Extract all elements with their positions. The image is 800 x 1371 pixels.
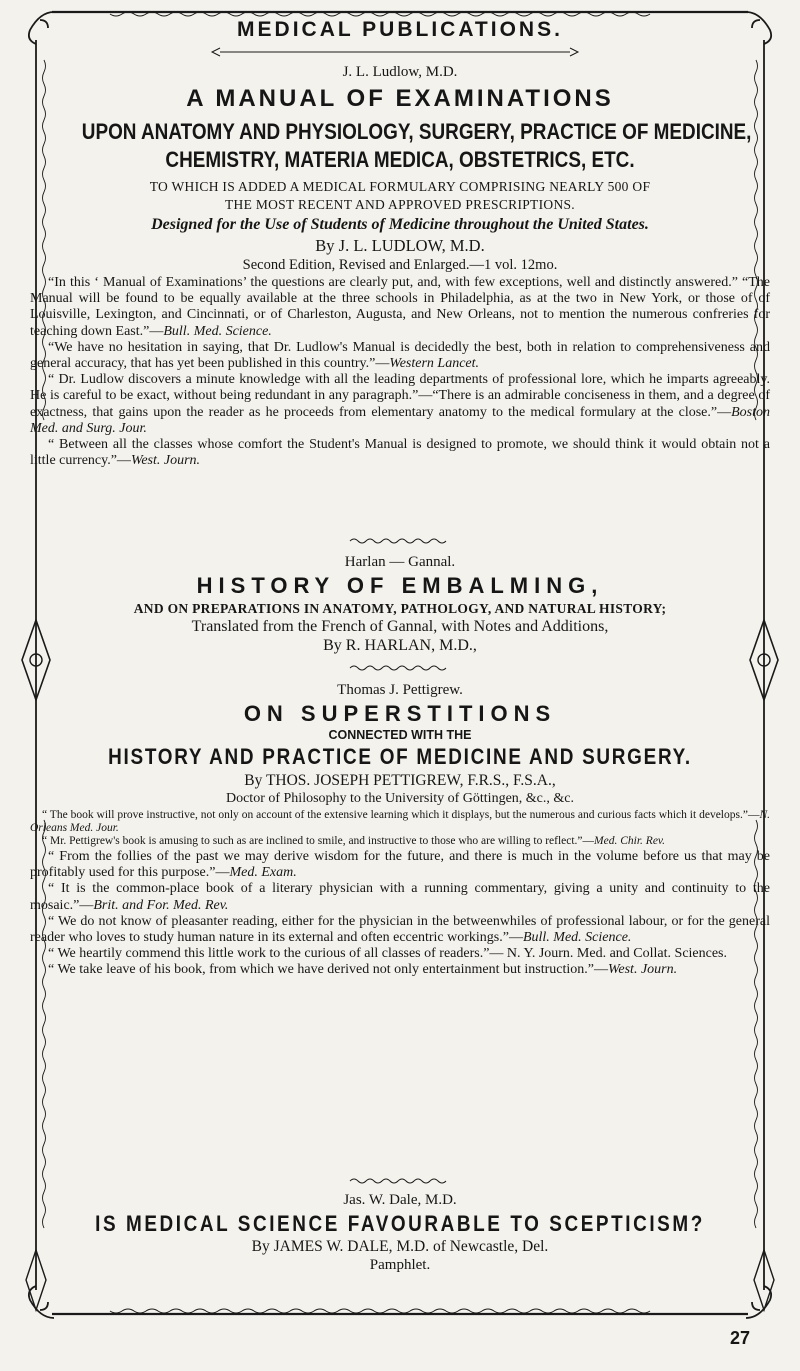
- review-quote: “ From the follies of the past we may derive wisdom for the future, and there is much in the volume before us that may be profitably used for this purpose.”—Med. Exam.: [30, 849, 770, 881]
- formulary-note: THE MOST RECENT AND APPROVED PRESCRIPTIONS.: [225, 197, 575, 212]
- review-quote: “We have no hesitation in saying, that Dr. Ludlow's Manual is decidedly the best, both in relation to comprehensiveness and general accuracy, that has yet been published in this country.”—Western Lancet.: [30, 339, 770, 372]
- credentials: Doctor of Philosophy to the University of Göttingen, &c., &c.: [225, 791, 574, 806]
- by-line: By THOS. JOSEPH PETTIGREW, F.R.S., F.S.A.,: [244, 772, 556, 789]
- translated-note: Translated from the French of Gannal, with Notes and Additions,: [191, 618, 609, 635]
- section-subtitle: HISTORY AND PRACTICE OF MEDICINE AND SURGERY.: [108, 744, 692, 769]
- running-head: MEDICAL PUBLICATIONS.: [237, 18, 563, 41]
- short-reviews: [30, 809, 770, 848]
- section-author: J. L. Ludlow, M.D.: [342, 64, 458, 80]
- connected-line: CONNECTED WITH THE: [328, 728, 472, 742]
- review-quote: “ We take leave of his book, from which we have derived not only entertainment but instruction.”—West. Journ.: [48, 962, 678, 978]
- review-quote: “ Dr. Ludlow discovers a minute knowledge with all the leading departments of professional lore, which he imparts agreeably. He is careful to be exact, without being redundant in any paragraph.”—“There is an admirable conciseness in them, and a degree of exactness, that gains upon the reader as he proceeds from elementary anatomy to the medical formulary at the close.”—Boston Med. and Surg. Jour.: [30, 372, 770, 436]
- section-author: Thomas J. Pettigrew.: [337, 682, 463, 698]
- review-quote: “ The book will prove instructive, not only on account of the extensive learning which it displays, but the numerous and curious facts which it develops.”—N. Orleans Med. Jour.: [30, 809, 770, 834]
- reviews: [30, 275, 770, 469]
- harlan-section: [30, 554, 770, 655]
- by-line: By J. L. LUDLOW, M.D.: [315, 236, 485, 255]
- designed-for: Designed for the Use of Students of Medicine throughout the United States.: [151, 216, 649, 233]
- review-quote: “ We heartily commend this little work to the curious of all classes of readers.”— N. Y. Journ. Med. and Collat. Sciences.: [48, 946, 728, 962]
- section-title: A MANUAL OF EXAMINATIONS: [186, 85, 614, 112]
- by-line: By JAMES W. DALE, M.D. of Newcastle, Del.: [251, 1238, 549, 1255]
- reviews: [30, 849, 770, 979]
- edition-note: Second Edition, Revised and Enlarged.—1 vol. 12mo.: [242, 257, 558, 273]
- section-title: IS MEDICAL SCIENCE FAVOURABLE TO SCEPTICISM?: [95, 1211, 705, 1236]
- formulary-note: TO WHICH IS ADDED A MEDICAL FORMULARY COMPRISING NEARLY 500 OF: [149, 179, 651, 194]
- dale-section: [30, 1192, 770, 1274]
- review-quote: “In this ‘ Manual of Examinations’ the questions are clearly put, and, with few exceptions, well and distinctly answered.” “The Manual will be found to be equally available at the three schools in Philadelphia, as at the two in New York, or those of of Louisville, Lexington, and Cincinnati, or of Charleston, Augusta, and New Orleans, not to mention the numerous confreries for teaching down East.”—Bull. Med. Science.: [30, 275, 770, 339]
- by-line: By R. HARLAN, M.D.,: [323, 637, 477, 654]
- section-title: ON SUPERSTITIONS: [243, 701, 557, 726]
- format-note: Pamphlet.: [369, 1257, 431, 1273]
- section-title: HISTORY OF EMBALMING,: [196, 573, 604, 598]
- section-author: Jas. W. Dale, M.D.: [343, 1192, 457, 1208]
- review-quote: “ Mr. Pettigrew's book is amusing to such as are inclined to smile, and instructive to those who are willing to reflect.”—Med. Chir. Rev.: [42, 835, 666, 847]
- review-quote: “ It is the common-place book of a literary physician with a running commentary, giving a unity and continuity to the mosaic.”—Brit. and For. Med. Rev.: [30, 881, 770, 913]
- ludlow-section: [30, 64, 770, 469]
- section-subtitle: UPON ANATOMY AND PHYSIOLOGY, SURGERY, PRACTICE OF MEDICINE,: [81, 119, 752, 144]
- pettigrew-section: [30, 682, 770, 979]
- section-subtitle: CHEMISTRY, MATERIA MEDICA, OBSTETRICS, ETC.: [165, 147, 635, 172]
- page-number: 27: [730, 1328, 751, 1348]
- section-subtitle: AND ON PREPARATIONS IN ANATOMY, PATHOLOGY, AND NATURAL HISTORY;: [133, 601, 667, 616]
- review-quote: “ We do not know of pleasanter reading, either for the physician in the betweenwhiles of professional labour, or for the general reader who loves to study human nature in its external and often eccentric workings.”—Bull. Med. Science.: [30, 913, 770, 946]
- review-quote: “ Between all the classes whose comfort the Student's Manual is designed to promote, we should think it would obtain not a little currency.”—West. Journ.: [30, 437, 770, 469]
- section-author: Harlan — Gannal.: [344, 554, 456, 570]
